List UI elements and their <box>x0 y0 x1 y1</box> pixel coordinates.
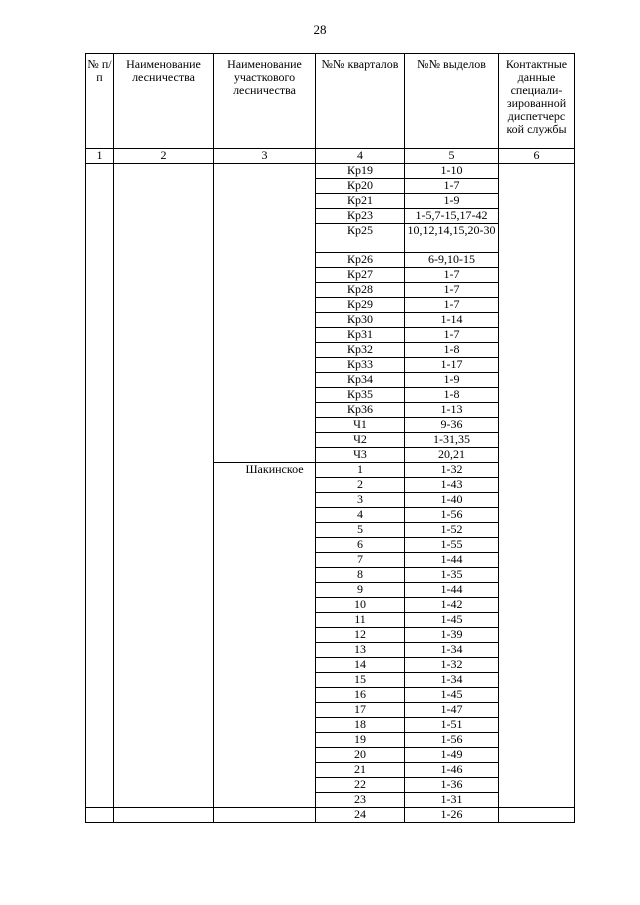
quarter-cell: Кр21 <box>316 194 405 209</box>
quarter-cell: Кр20 <box>316 179 405 194</box>
quarter-cell: 11 <box>316 613 405 628</box>
quarter-cell: Кр26 <box>316 253 405 268</box>
column-number: 5 <box>405 149 499 164</box>
plots-cell: 1-35 <box>405 568 499 583</box>
quarter-cell: Кр27 <box>316 268 405 283</box>
table-row <box>86 164 575 179</box>
plots-cell: 10,12,14,15,20-30 <box>405 224 499 253</box>
header-row <box>86 54 575 149</box>
quarter-cell: Ч1 <box>316 418 405 433</box>
quarter-cell: 19 <box>316 733 405 748</box>
forestry-name-cell <box>114 808 214 823</box>
row-number-cell <box>86 808 114 823</box>
quarter-cell: 15 <box>316 673 405 688</box>
quarter-cell: 21 <box>316 763 405 778</box>
quarter-cell: Кр31 <box>316 328 405 343</box>
column-number: 6 <box>499 149 575 164</box>
quarter-cell: 23 <box>316 793 405 808</box>
quarter-cell: Ч2 <box>316 433 405 448</box>
header-cell: Контактные данные специали- зированной диспетчерс кой службы <box>499 54 575 149</box>
column-number-row <box>86 149 575 164</box>
plots-cell: 1-9 <box>405 194 499 209</box>
plots-cell: 1-44 <box>405 553 499 568</box>
table-row <box>86 808 575 823</box>
plots-cell: 1-42 <box>405 598 499 613</box>
header-cell: № п/п <box>86 54 114 149</box>
plots-cell: 1-32 <box>405 658 499 673</box>
quarter-cell: 16 <box>316 688 405 703</box>
column-number: 1 <box>86 149 114 164</box>
quarter-cell: Кр35 <box>316 388 405 403</box>
plots-cell: 1-8 <box>405 343 499 358</box>
quarter-cell: Кр32 <box>316 343 405 358</box>
district-cell <box>214 164 316 463</box>
plots-cell: 1-9 <box>405 373 499 388</box>
plots-cell: 1-31 <box>405 793 499 808</box>
column-number: 4 <box>316 149 405 164</box>
contact-cell <box>499 164 575 808</box>
plots-cell: 1-8 <box>405 388 499 403</box>
plots-cell: 1-31,35 <box>405 433 499 448</box>
plots-cell: 1-39 <box>405 628 499 643</box>
plots-cell: 1-45 <box>405 688 499 703</box>
plots-cell: 1-7 <box>405 179 499 194</box>
header-cell: №№ выделов <box>405 54 499 149</box>
quarter-cell: 1 <box>316 463 405 478</box>
quarter-cell: 9 <box>316 583 405 598</box>
plots-cell: 1-34 <box>405 643 499 658</box>
quarter-cell: Кр28 <box>316 283 405 298</box>
page-number: 28 <box>313 22 327 37</box>
plots-cell: 1-26 <box>405 808 499 823</box>
plots-cell: 1-56 <box>405 508 499 523</box>
plots-cell: 1-36 <box>405 778 499 793</box>
forestry-name-cell <box>114 164 214 808</box>
quarter-cell: 17 <box>316 703 405 718</box>
plots-cell: 1-47 <box>405 703 499 718</box>
quarter-cell: 2 <box>316 478 405 493</box>
plots-cell: 1-32 <box>405 463 499 478</box>
plots-cell: 6-9,10-15 <box>405 253 499 268</box>
quarter-cell: 12 <box>316 628 405 643</box>
plots-cell: 1-55 <box>405 538 499 553</box>
column-number: 2 <box>114 149 214 164</box>
contact-cell <box>499 808 575 823</box>
row-number-cell <box>86 164 114 808</box>
quarter-cell: Кр19 <box>316 164 405 179</box>
quarter-cell: Кр23 <box>316 209 405 224</box>
quarter-cell: Кр33 <box>316 358 405 373</box>
plots-cell: 9-36 <box>405 418 499 433</box>
quarter-cell: Кр29 <box>316 298 405 313</box>
plots-cell: 1-17 <box>405 358 499 373</box>
quarter-cell: Кр34 <box>316 373 405 388</box>
plots-cell: 1-45 <box>405 613 499 628</box>
quarter-cell: 24 <box>316 808 405 823</box>
plots-cell: 1-46 <box>405 763 499 778</box>
quarter-cell: 13 <box>316 643 405 658</box>
plots-cell: 1-40 <box>405 493 499 508</box>
plots-cell: 1-52 <box>405 523 499 538</box>
plots-cell: 1-34 <box>405 673 499 688</box>
table-body <box>86 164 575 823</box>
quarter-cell: Кр25 <box>316 224 405 253</box>
plots-cell: 1-7 <box>405 298 499 313</box>
quarter-cell: 18 <box>316 718 405 733</box>
quarter-cell: 14 <box>316 658 405 673</box>
quarter-cell: 4 <box>316 508 405 523</box>
plots-cell: 1-43 <box>405 478 499 493</box>
plots-cell: 1-56 <box>405 733 499 748</box>
header-cell: Наименование участкового лесничества <box>214 54 316 149</box>
plots-cell: 1-5,7-15,17-42 <box>405 209 499 224</box>
header-cell: №№ кварталов <box>316 54 405 149</box>
district-name: Шакинское <box>214 463 316 808</box>
district-cell <box>214 808 316 823</box>
forestry-table <box>85 53 575 823</box>
column-number: 3 <box>214 149 316 164</box>
quarter-cell: 10 <box>316 598 405 613</box>
plots-cell: 1-13 <box>405 403 499 418</box>
plots-cell: 20,21 <box>405 448 499 463</box>
quarter-cell: Кр30 <box>316 313 405 328</box>
quarter-cell: 6 <box>316 538 405 553</box>
quarter-cell: 3 <box>316 493 405 508</box>
plots-cell: 1-7 <box>405 328 499 343</box>
plots-cell: 1-14 <box>405 313 499 328</box>
plots-cell: 1-44 <box>405 583 499 598</box>
quarter-cell: 20 <box>316 748 405 763</box>
plots-cell: 1-7 <box>405 268 499 283</box>
plots-cell: 1-51 <box>405 718 499 733</box>
quarter-cell: 22 <box>316 778 405 793</box>
plots-cell: 1-10 <box>405 164 499 179</box>
header-cell: Наименование лесничества <box>114 54 214 149</box>
quarter-cell: Кр36 <box>316 403 405 418</box>
quarter-cell: 8 <box>316 568 405 583</box>
quarter-cell: Ч3 <box>316 448 405 463</box>
plots-cell: 1-49 <box>405 748 499 763</box>
quarter-cell: 5 <box>316 523 405 538</box>
quarter-cell: 7 <box>316 553 405 568</box>
plots-cell: 1-7 <box>405 283 499 298</box>
